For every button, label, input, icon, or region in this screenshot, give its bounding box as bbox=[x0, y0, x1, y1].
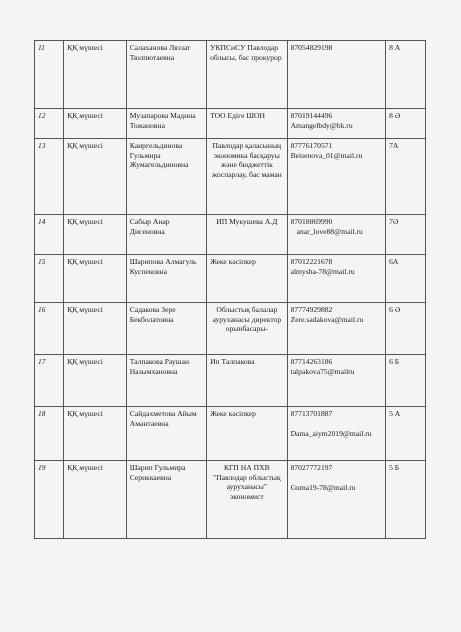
member-name: Шарипова Алмагуль Куспековна bbox=[126, 255, 206, 303]
member-role: ҚҚ мүшесі bbox=[64, 407, 126, 461]
member-organization: ИП Мукушева А.Д bbox=[207, 215, 288, 255]
member-contact bbox=[287, 255, 386, 303]
email-address: almysha-78@mail.ru bbox=[290, 266, 355, 276]
member-name: Талпакова Раушан Назымхановна bbox=[126, 355, 206, 407]
member-organization: Жеке кәсіпкер bbox=[207, 407, 288, 461]
class-name: 8 Ә bbox=[386, 109, 426, 139]
table-row bbox=[35, 41, 426, 109]
table-row bbox=[35, 139, 426, 215]
class-name: 5 А bbox=[386, 407, 426, 461]
member-role: ҚҚ мүшесі bbox=[64, 139, 126, 215]
phone-number: 87054829198 bbox=[290, 43, 333, 52]
member-role: ҚҚ мүшесі bbox=[64, 41, 126, 109]
member-organization: Ип Талпакова bbox=[207, 355, 288, 407]
member-contact bbox=[287, 407, 386, 461]
phone-number: 87018869990 bbox=[290, 217, 333, 226]
row-number: 17 bbox=[35, 355, 64, 407]
member-organization: ТОО Едіге ШОН bbox=[207, 109, 288, 139]
email-address: Guma19-78@mail.ru bbox=[290, 482, 356, 492]
table-row bbox=[35, 407, 426, 461]
table-row bbox=[35, 461, 426, 539]
class-name: 6 Б bbox=[386, 355, 426, 407]
member-role: ҚҚ мүшесі bbox=[64, 461, 126, 539]
member-name: Садакова Зере Бекболатовна bbox=[126, 303, 206, 355]
email-address: Beisenova_01@mail.ru bbox=[290, 150, 363, 160]
class-name: 6 Ә bbox=[386, 303, 426, 355]
member-name: Музапарова Мадина Тожановна bbox=[126, 109, 206, 139]
table-row bbox=[35, 355, 426, 407]
table-row bbox=[35, 303, 426, 355]
member-name: Сайдахметова Айым Амантаевна bbox=[126, 407, 206, 461]
member-organization: Облыстық балалар ауруханасы директор орынбасары- bbox=[207, 303, 288, 355]
phone-number: 87027772197 bbox=[290, 463, 333, 472]
member-name: Каиргельдинова Гульмира Жумагельдиновна bbox=[126, 139, 206, 215]
email-address: talpakova75@mailru bbox=[290, 366, 355, 376]
table-row bbox=[35, 255, 426, 303]
member-name: Сабыр Анар Дисеновна bbox=[126, 215, 206, 255]
member-contact bbox=[287, 303, 386, 355]
member-role: ҚҚ мүшесі bbox=[64, 355, 126, 407]
member-role: ҚҚ мүшесі bbox=[64, 109, 126, 139]
phone-number: 87019144496 bbox=[290, 111, 333, 120]
member-organization: УКПСиСУ Павлодар облысы, бас прокурор bbox=[207, 41, 288, 109]
class-name: 7А bbox=[386, 139, 426, 215]
committee-table bbox=[34, 40, 426, 539]
class-name: 5 Б bbox=[386, 461, 426, 539]
phone-number: 87714263186 bbox=[290, 357, 333, 366]
email-address: Amangelbdy@bk.ru bbox=[290, 120, 353, 130]
email-address: Zere.sadakova@mail.ru bbox=[290, 314, 364, 324]
class-name: 7Ә bbox=[386, 215, 426, 255]
member-contact bbox=[287, 139, 386, 215]
row-number: 11 bbox=[35, 41, 64, 109]
row-number: 18 bbox=[35, 407, 64, 461]
row-number: 19 bbox=[35, 461, 64, 539]
row-number: 14 bbox=[35, 215, 64, 255]
committee-table-body bbox=[35, 41, 426, 539]
member-name: Салаханова Ляззат Тюлпютаевна bbox=[126, 41, 206, 109]
row-number: 16 bbox=[35, 303, 64, 355]
phone-number: 87713701887 bbox=[290, 409, 333, 418]
member-role: ҚҚ мүшесі bbox=[64, 303, 126, 355]
member-contact bbox=[287, 41, 386, 109]
email-address: anar_love88@mail.ru bbox=[296, 226, 363, 236]
member-organization: Жеке кәсіпкер bbox=[207, 255, 288, 303]
phone-number: 87012221678 bbox=[290, 257, 333, 266]
member-role: ҚҚ мүшесі bbox=[64, 255, 126, 303]
member-name: Шарип Гульмира Сериккаевна bbox=[126, 461, 206, 539]
phone-number: 87776170571 bbox=[290, 141, 333, 150]
phone-number: 87774929882 bbox=[290, 305, 333, 314]
member-role: ҚҚ мүшесі bbox=[64, 215, 126, 255]
member-organization: Павлодар қаласының экономика басқаруы және бюджеттік жоспарлау, бас маман bbox=[207, 139, 288, 215]
member-contact bbox=[287, 215, 386, 255]
table-row bbox=[35, 109, 426, 139]
email-address: Dama_aiym2019@mail.ru bbox=[290, 428, 372, 438]
row-number: 12 bbox=[35, 109, 64, 139]
class-name: 8 А bbox=[386, 41, 426, 109]
row-number: 13 bbox=[35, 139, 64, 215]
member-contact bbox=[287, 355, 386, 407]
member-contact bbox=[287, 109, 386, 139]
row-number: 15 bbox=[35, 255, 64, 303]
table-row bbox=[35, 215, 426, 255]
member-organization: КГП НА ПХВ "Павлодар облыстық ауруханасы" экономист bbox=[207, 461, 288, 539]
member-contact bbox=[287, 461, 386, 539]
class-name: 6А bbox=[386, 255, 426, 303]
